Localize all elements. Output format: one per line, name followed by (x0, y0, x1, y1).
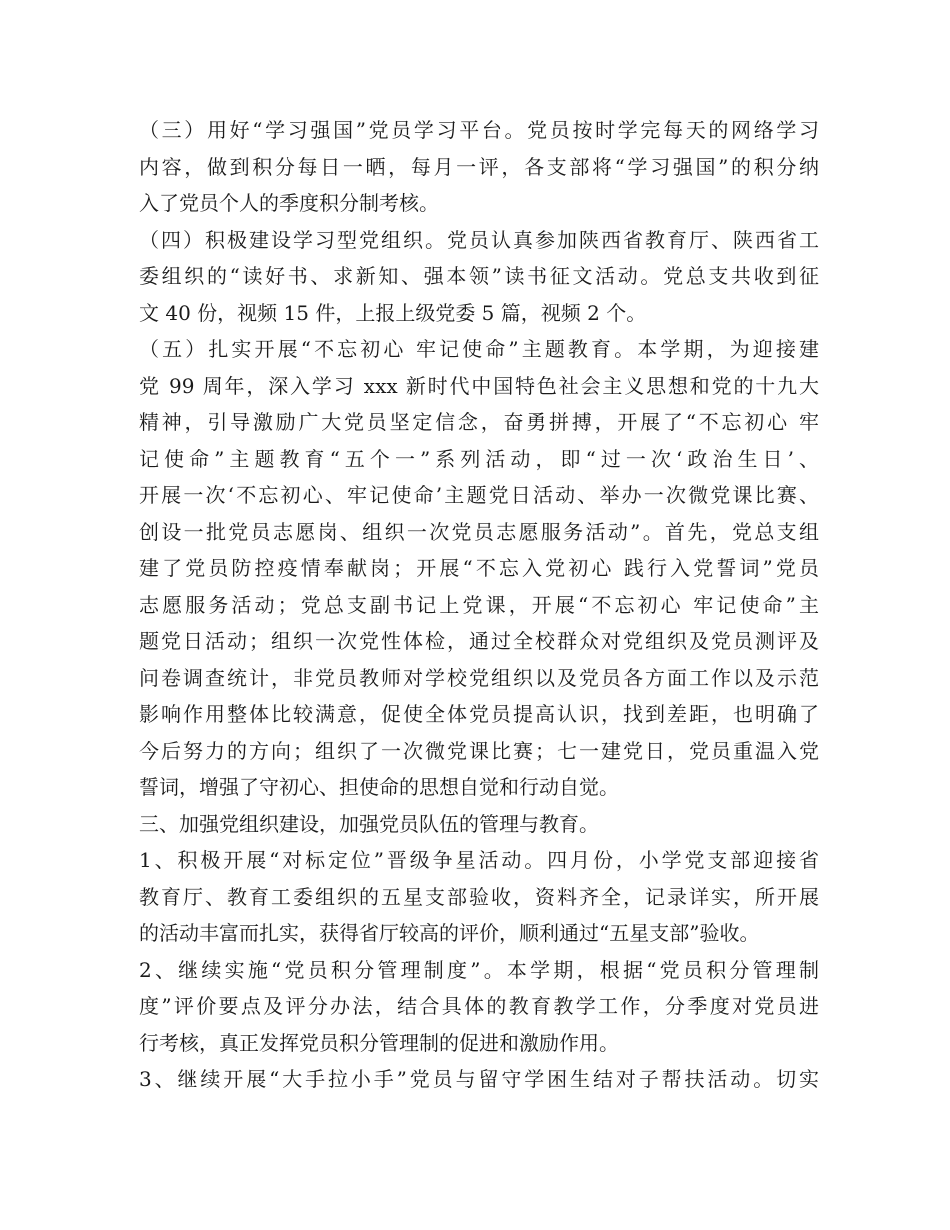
text-line: 文 40 份，视频 15 件，上报上级党委 5 篇，视频 2 个。 (139, 300, 647, 325)
text-line: 的活动丰富而扎实，获得省厅较高的评价，顺利通过“五星支部”验收。 (139, 921, 760, 945)
text-line: 今后努力的方向；组织了一次微党课比赛；七一建党日，党员重温入党 (139, 738, 819, 763)
text-line: 开展一次‘不忘初心、牢记使命’主题党日活动、举办一次微党课比赛、 (139, 483, 819, 507)
text-line: 入了党员个人的季度积分制考核。 (139, 191, 439, 215)
text-line: 1、积极开展“对标定位”晋级争星活动。四月份，小学党支部迎接省 (139, 848, 819, 872)
text-line: （五）扎实开展“不忘初心 牢记使命”主题教育。本学期，为迎接建 (139, 337, 819, 361)
text-line: （三）用好“学习强国”党员学习平台。党员按时学完每天的网络学习 (139, 118, 819, 142)
text-line: 建了党员防控疫情奉献岗；开展“不忘入党初心 践行入党誓词”党员 (139, 556, 819, 580)
text-line: 2、继续实施“党员积分管理制度”。本学期，根据“党员积分管理制 (139, 957, 819, 982)
text-line: 行考核，真正发挥党员积分管理制的促进和激励作用。 (139, 1030, 619, 1055)
text-line: 3、继续开展“大手拉小手”党员与留守学困生结对子帮扶活动。切实 (139, 1067, 819, 1091)
text-line: （四）积极建设学习型党组织。党员认真参加陕西省教育厅、陕西省工 (139, 227, 819, 252)
text-line: 内容，做到积分每日一晒，每月一评，各支部将“学习强国”的积分纳 (139, 154, 819, 179)
text-line: 三、加强党组织建设，加强党员队伍的管理与教育。 (139, 811, 599, 836)
text-line: 党 99 周年，深入学习 xxx 新时代中国特色社会主义思想和党的十九大 (139, 373, 819, 398)
text-line: 教育厅、教育工委组织的五星支部验收，资料齐全，记录详实，所开展 (139, 884, 819, 909)
text-line: 创设一批党员志愿岗、组织一次党员志愿服务活动”。首先，党总支组 (139, 519, 819, 544)
text-line: 志愿服务活动；党总支副书记上党课，开展“不忘初心 牢记使命”主 (139, 592, 819, 617)
text-line: 精神，引导激励广大党员坚定信念，奋勇拼搏，开展了“不忘初心 牢 (139, 410, 819, 434)
text-line: 誓词，增强了守初心、担使命的思想自觉和行动自觉。 (139, 775, 619, 799)
text-line: 影响作用整体比较满意，促使全体党员提高认识，找到差距，也明确了 (139, 702, 819, 726)
document-body (139, 112, 819, 1098)
text-line: 记使命”主题教育“五个一”系列活动，即“过一次‘政治生日’、 (139, 446, 819, 471)
text-line: 度”评价要点及评分办法，结合具体的教育教学工作，分季度对党员进 (139, 994, 819, 1018)
text-line: 委组织的“读好书、求新知、强本领”读书征文活动。党总支共收到征 (139, 264, 819, 288)
text-line: 题党日活动；组织一次党性体检，通过全校群众对党组织及党员测评及 (139, 629, 819, 653)
text-line: 问卷调查统计，非党员教师对学校党组织以及党员各方面工作以及示范 (139, 665, 819, 690)
